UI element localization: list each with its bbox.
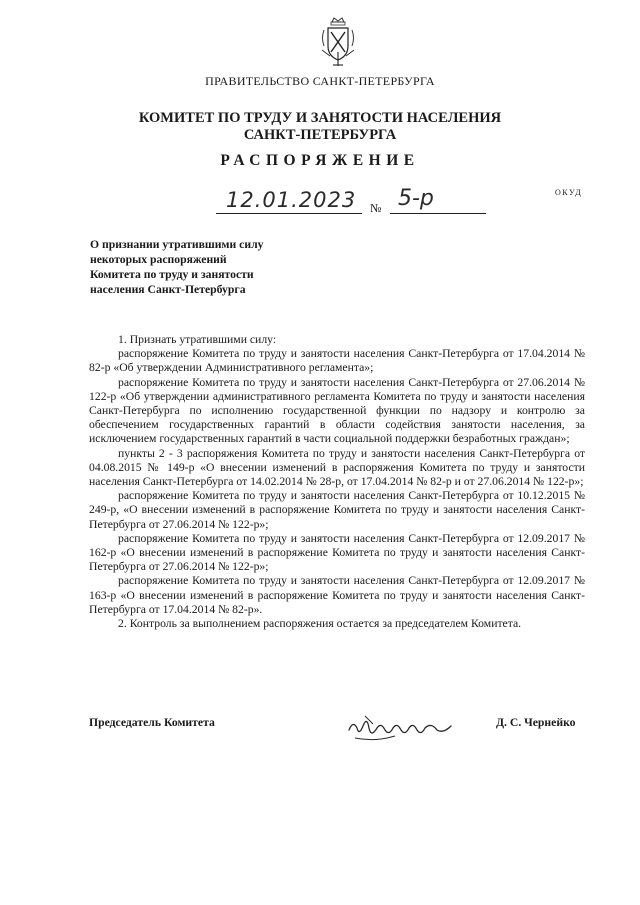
body-paragraph: распоряжение Комитета по труду и занятости населения Санкт-Петербурга от 12.09.2017 № 163-р «О внесении изменений в распоряжение Комитета по труду и занятости населения Санкт-Петербурга от 17.04.2014 № 82-р». (89, 574, 585, 616)
government-heading: ПРАВИТЕЛЬСТВО САНКТ-ПЕТЕРБУРГА (205, 74, 435, 88)
body-paragraph: распоряжение Комитета по труду и занятости населения Санкт-Петербурга от 10.12.2015 № 249-р, «О внесении изменений в распоряжение Комитета по труду и занятости населения Санкт-Петербурга от 27.06.2014 № 122-р»; (89, 489, 585, 531)
subject-line: населения Санкт-Петербурга (90, 283, 246, 296)
body-paragraph: 1. Признать утратившими силу: (118, 333, 277, 346)
document-type-title: РАСПОРЯЖЕНИЕ (220, 152, 420, 169)
subject-line: Комитета по труду и занятости (90, 268, 254, 281)
subject-line: О признании утратившими силу (90, 238, 264, 251)
signatory-name: Д. С. Чернейко (496, 716, 576, 729)
document-date: 12.01.2023 (226, 188, 357, 212)
body-paragraph: распоряжение Комитета по труду и занятости населения Санкт-Петербурга от 27.06.2014 № 122-р «Об утверждении административного регламента Комитета по труду и занятости населения Санкт-Петербурга по исполнению государственной функции по надзору и контролю за обеспечением государственных гарантий в области содействия занятости населения, за исключением государственных гарантий в части социальной поддержки безработных граждан»; (89, 375, 585, 446)
document-subject (90, 237, 263, 297)
date-underline (216, 213, 362, 214)
coat-of-arms-icon (320, 16, 356, 68)
signatory-position: Председатель Комитета (89, 716, 215, 729)
committee-line-1: КОМИТЕТ ПО ТРУДУ И ЗАНЯТОСТИ НАСЕЛЕНИЯ (138, 110, 502, 126)
number-underline (390, 213, 486, 214)
committee-line-2: САНКТ-ПЕТЕРБУРГА (243, 127, 397, 143)
okud-label: ОКУД (555, 188, 583, 197)
body-paragraph: распоряжение Комитета по труду и занятости населения Санкт-Петербурга от 17.04.2014 № 82-р «Об утверждении Административного регламента»; (89, 347, 585, 375)
body-paragraph: 2. Контроль за выполнением распоряжения остается за председателем Комитета. (118, 617, 522, 631)
document-body (89, 333, 585, 631)
document-number: 5-р (398, 186, 434, 211)
number-label: № (370, 201, 382, 215)
body-paragraph: пункты 2 - 3 распоряжения Комитета по труду и занятости населения Санкт-Петербурга от 04.08.2015 № 149-р «О внесении изменений в распоряжения Комитета по труду и занятости населения Санкт-Петербурга от 14.02.2014 № 28-р, от 17.04.2014 № 82-р и от 27.06.2014 № 122-р»; (89, 446, 585, 489)
body-paragraph: распоряжение Комитета по труду и занятости населения Санкт-Петербурга от 12.09.2017 № 162-р «О внесении изменений в распоряжение Комитета по труду и занятости населения Санкт-Петербурга от 27.06.2014 № 122-р»; (89, 531, 585, 574)
committee-heading (0, 110, 640, 144)
subject-line: некоторых распоряжений (90, 253, 227, 266)
handwritten-signature-icon (345, 710, 455, 748)
